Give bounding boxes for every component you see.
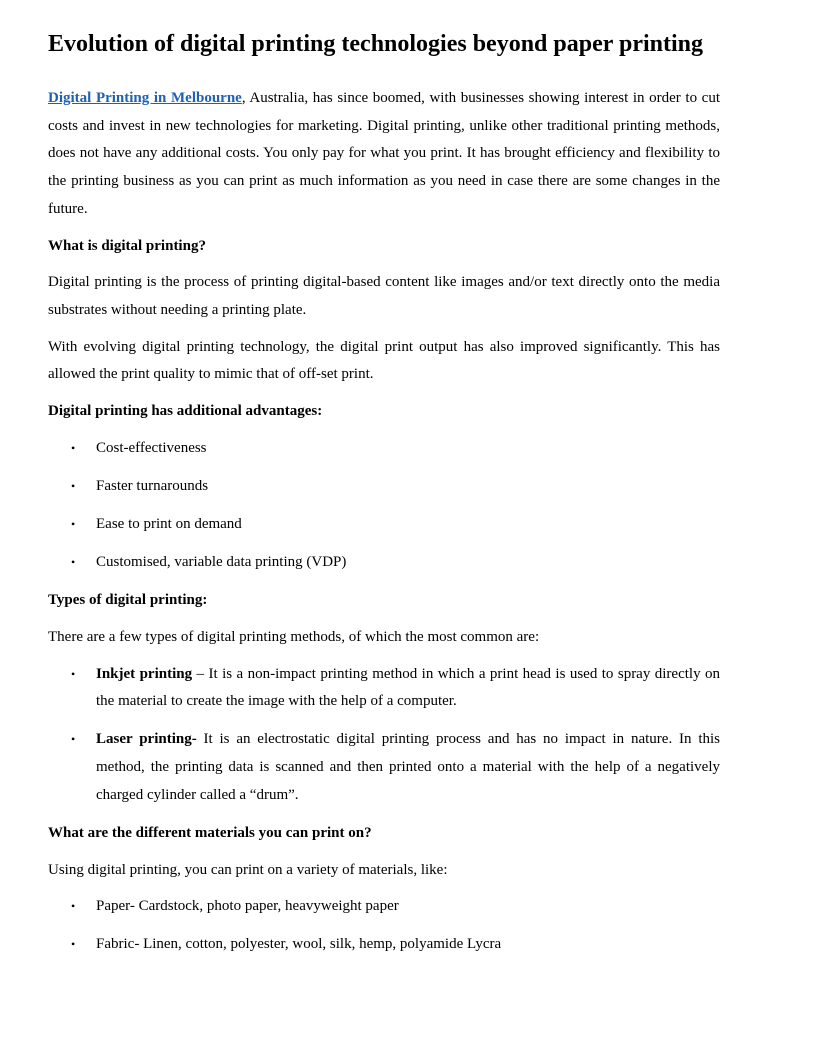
advantage-text: Faster turnarounds [96,477,209,494]
digital-printing-melbourne-link[interactable]: Digital Printing in Melbourne [48,90,242,106]
document-page [48,28,720,969]
what-is-paragraph-1: Digital printing is the process of printing digital-based content like images and/or text directly onto the media substrates without needing a printing plate. [48,274,720,318]
list-item [48,893,720,921]
materials-intro-paragraph: Using digital printing, you can print on a variety of materials, like: [48,861,448,878]
materials-list [48,893,720,959]
bullet-icon: • [71,555,76,570]
advantage-text: Customised, variable data printing (VDP) [96,554,347,571]
list-item [48,931,720,959]
type-description-laser: It is an electrostatic digital printing process and has no impact in nature. In this method, the printing data is scanned and then printed onto a material with the help of a negatively charged cylinder called a “drum”. [96,731,720,803]
advantage-text: Ease to print on demand [96,515,242,532]
material-text: Fabric- Linen, cotton, polyester, wool, silk, hemp, polyamide Lycra [96,936,502,953]
list-item [48,726,720,809]
intro-text: , Australia, has since boomed, with businesses showing interest in order to cut costs and invest in new technologies for marketing. Digital printing, unlike other traditional printing methods, does not have any additional costs. You only pay for what you print. It has brought efficiency and flexibility to the printing business as you can print as much information as you need in case there are some changes in the future. [48,90,721,217]
material-text: Paper- Cardstock, photo paper, heavyweight paper [96,898,399,915]
page-title: Evolution of digital printing technologies beyond paper printing [48,31,703,57]
list-item [48,549,720,577]
advantages-list [48,435,720,577]
list-item [48,473,720,501]
type-description-inkjet: – It is a non-impact printing method in which a print head is used to spray directly on the material to create the image with the help of a computer. [96,665,721,710]
bullet-icon: • [71,440,76,455]
bullet-icon: • [71,478,76,493]
heading-advantages: Digital printing has additional advantages: [48,403,323,420]
intro-paragraph [48,85,720,224]
what-is-paragraph-2: With evolving digital printing technology, the digital print output has also improved significantly. This has allowed the print quality to mimic that of off-set print. [48,338,720,383]
list-item [48,511,720,539]
heading-types-of-digital-printing: Types of digital printing: [48,592,208,609]
type-term-laser: Laser printing- [96,731,197,748]
advantage-text: Cost-effectiveness [96,439,207,456]
heading-what-is-digital-printing: What is digital printing? [48,237,206,254]
bullet-icon: • [71,516,76,531]
bullet-icon: • [71,899,76,914]
types-list [48,661,720,810]
bullet-icon: • [71,666,76,681]
types-intro-paragraph: There are a few types of digital printing methods, of which the most common are: [48,628,540,645]
heading-materials: What are the different materials you can print on? [48,824,372,841]
bullet-icon: • [71,732,76,747]
list-item [48,661,720,716]
list-item [48,435,720,463]
type-term-inkjet: Inkjet printing [96,665,193,682]
bullet-icon: • [71,937,76,952]
